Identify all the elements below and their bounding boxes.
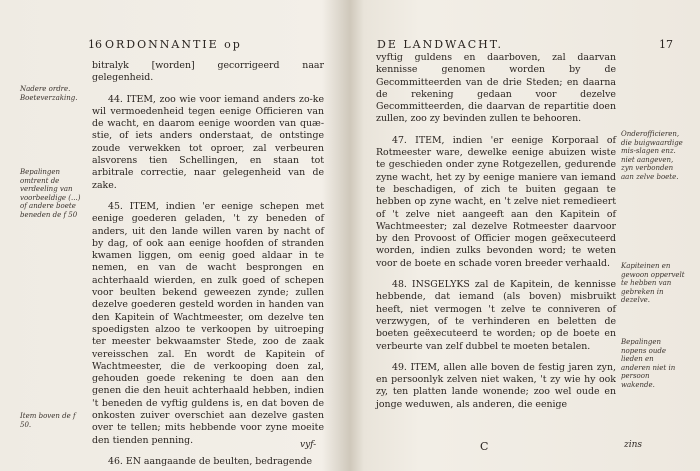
- left-page: [0, 0, 348, 471]
- page-number: 16: [88, 38, 102, 51]
- right-page: [352, 0, 700, 471]
- article-45: 45. ITEM, indien 'er eenige schepen met eenige goederen geladen, 't zy beneden of anders, uit den lande willen varen by nacht of by dag, of ook aan eenige hoofden of stranden kwamen liggen, om eenig goed aldaar in te nemen, en van de wacht besprongen en achterhaald wierden, en zulk goed of schepen voor beulten bekend geweezen zynde; zullen dezelve goederen gesteld worden in handen van den Kapitein of Wachtmeester, om dezelve ten spoedigsten alzoo te verkoopen by uitroeping ter meester bekwaamster Stede, zoo de zaak vereisschen zal. En wordt de Kapitein of Wachtmeester, die de verkooping doen zal, gehouden goede rekening te doen aan den genen die den heuit achterhaald hebben, indien 't beneden de vyftig guldens is, en dat boven de onkosten zuiver overschiet aan dezelve gasten over te tellen; mits hebbende voor zyne moeite den tienden penning.: [92, 200, 324, 446]
- right-body: [376, 52, 616, 420]
- article-49: 49. ITEM, allen alle boven de festig jaren zyn, en persoonlyk zelven niet waken, 't zy wie hy ook zy, ten platten lande wonende; zoo wel oude en jonge weduwen, als anderen, die eenige: [376, 361, 616, 410]
- running-head: DE LANDWACHT.: [377, 38, 503, 51]
- margin-note-48: Kapiteinen en gewoon oppervelt te hebben van gebreken in dezelve.: [621, 262, 685, 305]
- carryover-text: bitralyk [worden] gecorrigeerd naar gelegenheid.: [92, 60, 324, 84]
- article-48: 48. INSGELYKS zal de Kapitein, de kennisse hebbende, dat iemand (als boven) misbruikt heeft, niet vermogen 't zelve te conniveren of verzwygen, of te verhinderen en beletten de boeten geëxecuteerd te worden; op de boete en verbeurte van zelf dubbel te moeten betalen.: [376, 279, 616, 352]
- running-head: ORDONNANTIE op: [105, 38, 242, 51]
- margin-note-45: Bepalingen omtrent de verdeeling van voorbeeldige (...) of andere boete beneden de f 50: [20, 168, 81, 219]
- left-body: [92, 60, 324, 471]
- page-number: 17: [659, 38, 673, 51]
- margin-note-47: Onderofficieren, die buigwaardige mis-slagen enz. niet aangeven, zyn verbonden aan zelve boete.: [621, 130, 683, 181]
- margin-note-44: Nadere ordre. Boeteverzaking.: [20, 85, 78, 102]
- carryover-text: vyftig guldens en daarboven, zal daarvan kennisse genomen worden by de Gecommitteerden van de drie Steden; en daarna de rekening gedaan voor dezelve Gecommitteerden, die daarvan de repartitie doen zullen, zoo zy bevinden zullen te behooren.: [376, 52, 616, 125]
- catchword: zins: [624, 440, 643, 450]
- margin-note-49: Bepalingen nopens oude lieden en anderen niet in persoon wakende.: [621, 338, 676, 389]
- signature-mark: C: [480, 440, 489, 453]
- margin-note-46: Item boven de f 50.: [20, 412, 76, 429]
- article-44: 44. ITEM, zoo wie voor iemand anders zo-ke wil vermoedenheid tegen eenige Officieren van de wacht, en daarom eenige woorden van quæ-stie, of iets anders onderstaat, de ontstinge zoude verwekken tot oproer, zal verbeuren alsvorens tien Schellingen, en staan tot arbitrale correctie, naar gelegenheid van de zake.: [92, 93, 324, 191]
- article-46: 46. EN aangaande de beulten, bedragende: [108, 455, 313, 467]
- article-47: 47. ITEM, indien 'er eenige Korporaal of Rotmeester ware, dewelke eenige abuizen wiste te geschieden onder zyne Rotgezellen, gedurende zyne wacht, het zy by eenige maniere van iemand te beschadigen, of zich te buiten gegaan te hebben op zyne wacht, en 't zelve niet remedieert of 't zelve niet aangeeft aan den Kapitein of Wachtmeester; zal dezelve Rotmeester daarvoor by den Provoost of Officier mogen geëxecuteerd worden, indien zulks bevonden word; te weten voor de boete en schade voren breeder verhaald.: [376, 134, 616, 269]
- catchword: vyf-: [300, 440, 317, 450]
